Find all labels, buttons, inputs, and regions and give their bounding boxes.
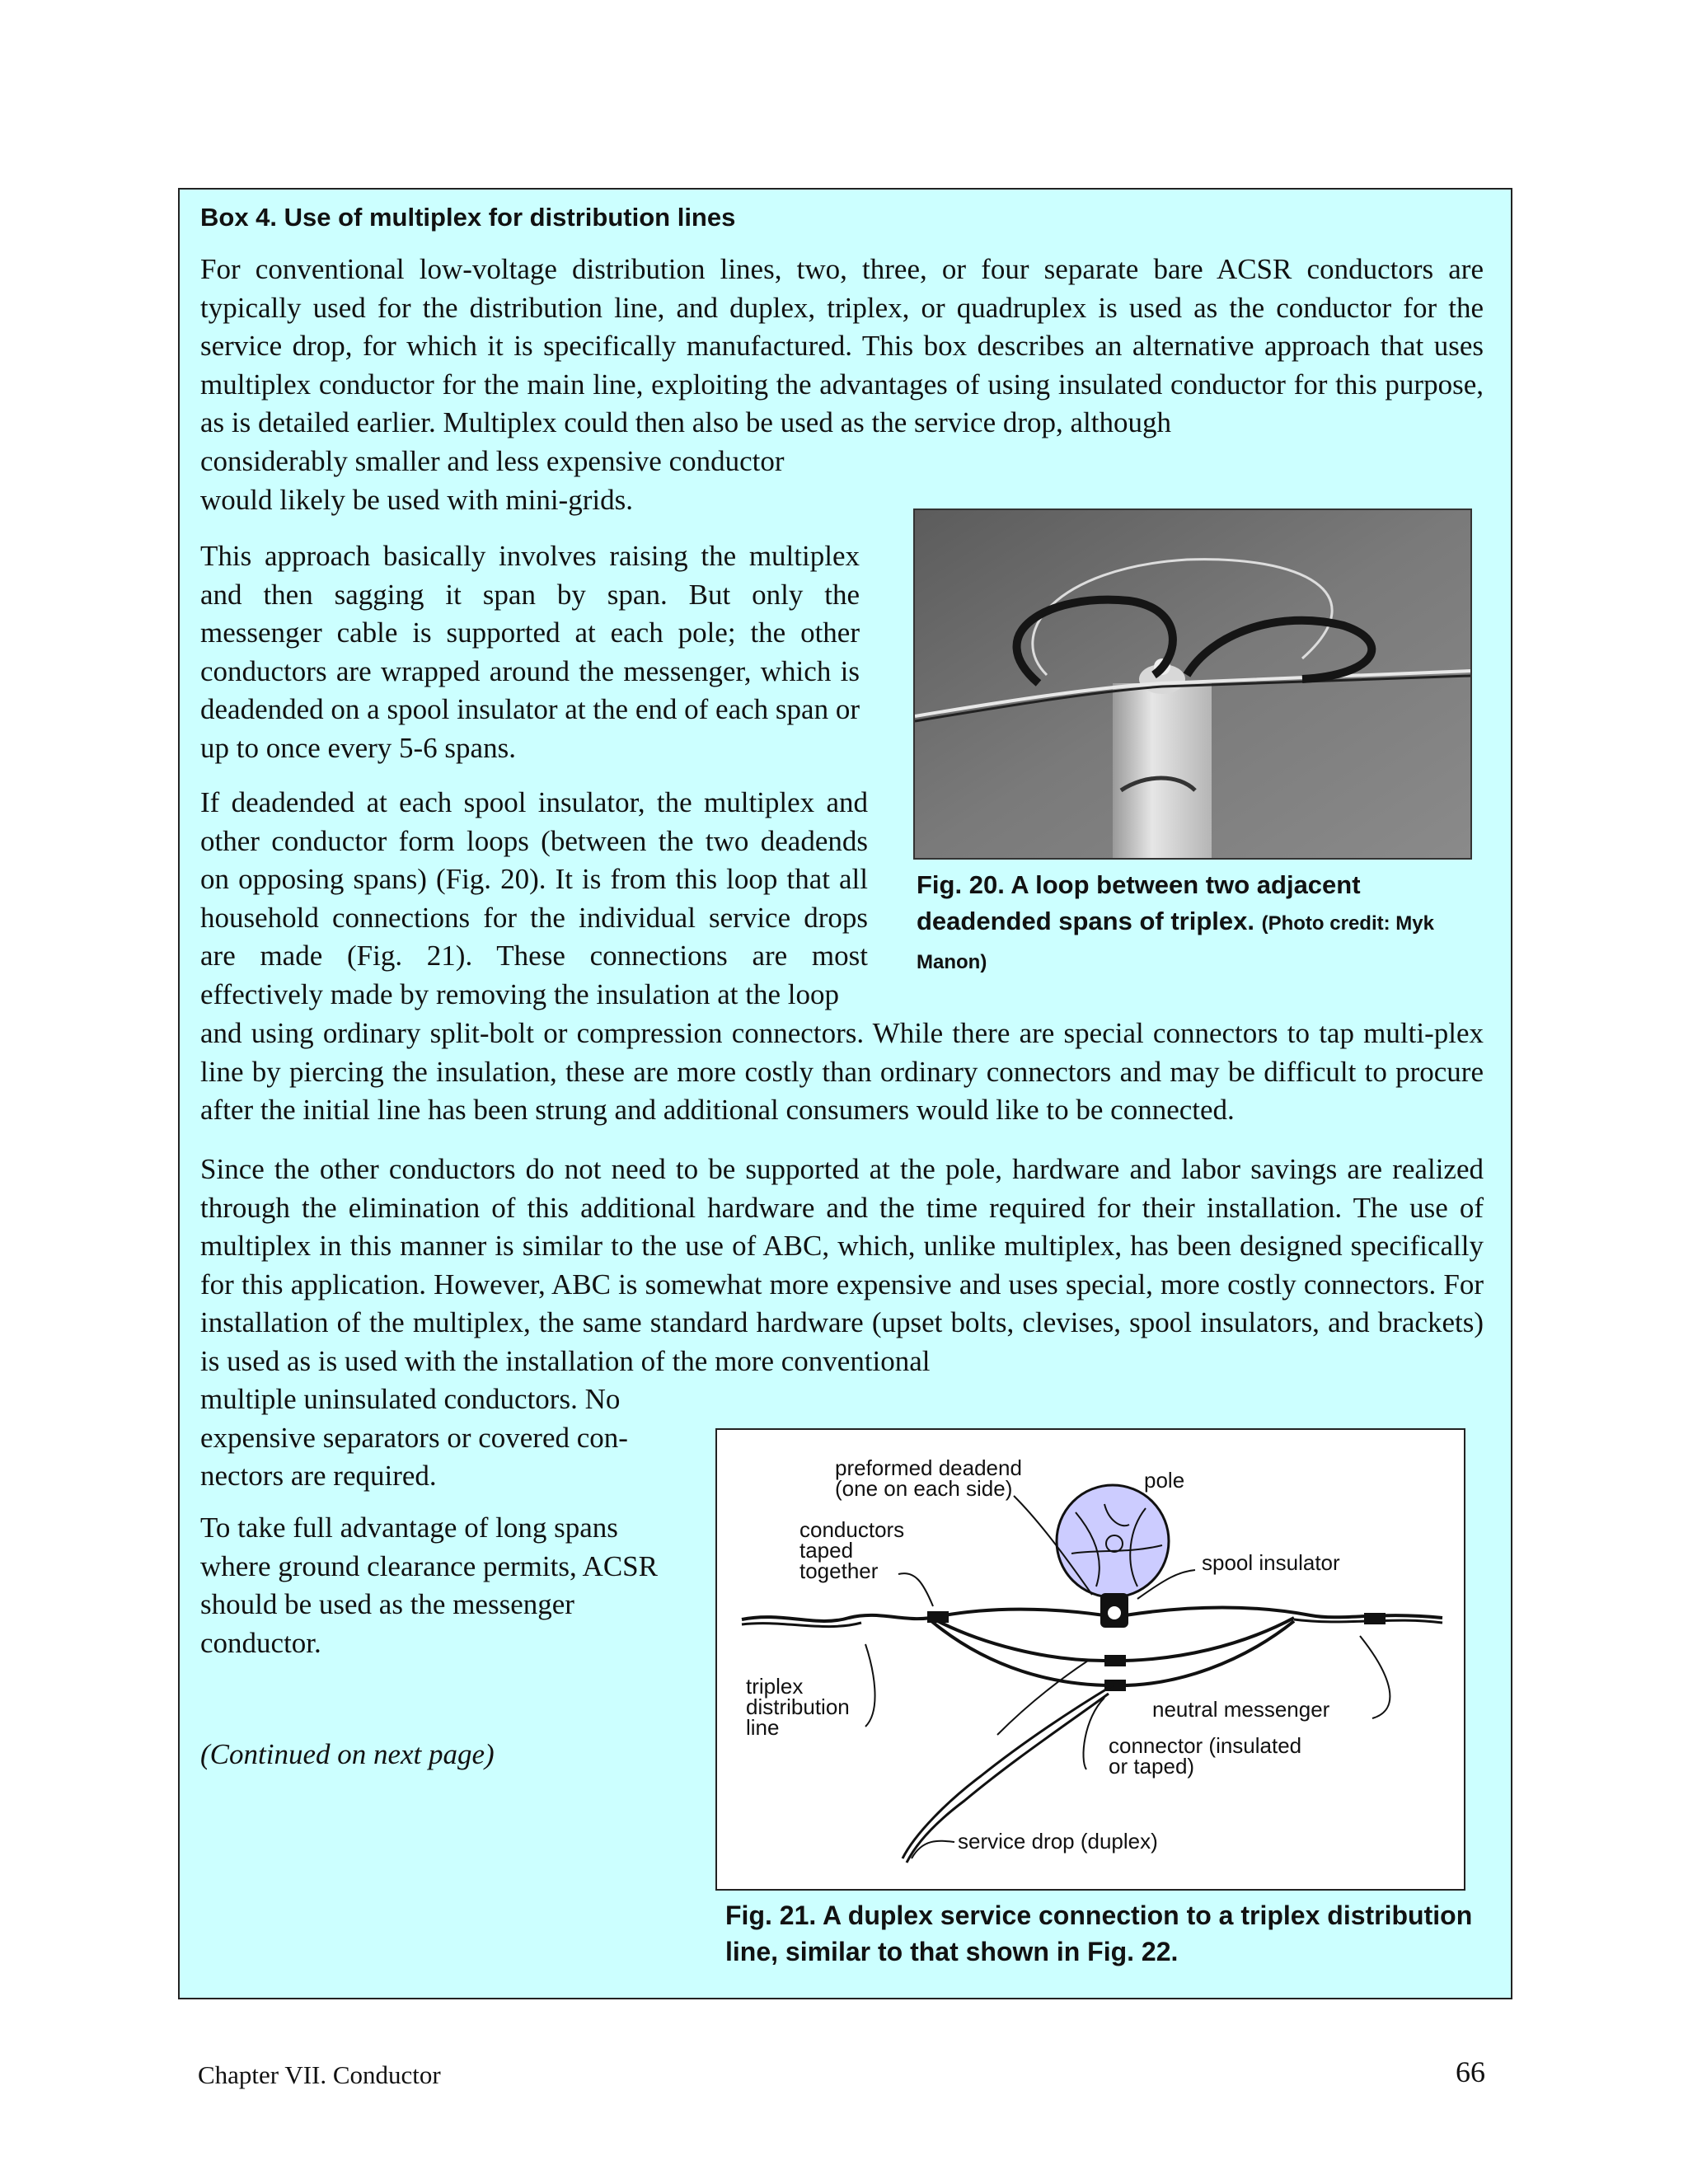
label-triplex-2: distribution bbox=[746, 1694, 850, 1719]
label-connector-2: or taped) bbox=[1109, 1754, 1195, 1779]
label-preformed-2: (one on each side) bbox=[835, 1476, 1013, 1501]
paragraph-4-narrow: multiple uninsulated conductors. No expensive separators or covered con-nectors are required. bbox=[200, 1383, 628, 1492]
spool-insulator-shape bbox=[1100, 1593, 1128, 1628]
label-spool-insulator: spool insulator bbox=[1202, 1550, 1340, 1575]
box-title: Box 4. Use of multiplex for distribution lines bbox=[200, 203, 736, 232]
paragraph-4-full: Since the other conductors do not need to be supported at the pole, hardware and labor savings are realized through the elimination of this additional hardware and the time required for their installation. The use of multiplex in this manner is similar to the use of ABC, which, unlike multiplex, has been designed specifically for this application. However, ABC is somewhat more expensive and uses special, more costly connectors. For installation of the multiplex, the same standard hardware (upset bolts, clevises, spool insulators, and brackets) is used as is used with the installation of the more conventional bbox=[200, 1153, 1484, 1377]
label-conductors-2: taped bbox=[799, 1538, 854, 1563]
paragraph-3-narrow: If deadended at each spool insulator, the multiplex and other conductor form loops (between the two deadends on opposing spans) (Fig. 20). It is from this loop that all household connections for the individual service drops are made (Fig. 21). These connections are most effectively made by removing the insulation at the loop bbox=[200, 786, 868, 1010]
label-triplex-3: line bbox=[746, 1715, 780, 1740]
label-conductors-1: conductors bbox=[799, 1517, 905, 1542]
continued-note: (Continued on next page) bbox=[200, 1738, 495, 1770]
label-triplex-1: triplex bbox=[746, 1674, 804, 1699]
paragraph-2: This approach basically involves raising the multiplex and then sagging it span by span. But only the messenger cable is supported at each pole; the other conductors are wrapped around the messenger, which is deadended on a spool insulator at the end of each span or up to once every 5-6 spans. bbox=[200, 540, 860, 764]
label-conductors-3: together bbox=[799, 1558, 879, 1583]
fig-20-credit: (Photo credit: Myk Manon) bbox=[917, 912, 1434, 973]
fig-20-caption bbox=[917, 867, 1477, 981]
fig-21-diagram bbox=[715, 1428, 1465, 1891]
paragraph-5: To take full advantage of long spans where ground clearance permits, ACSR should be used as the messenger conductor. bbox=[200, 1511, 658, 1659]
pole-cross-section bbox=[1057, 1485, 1169, 1597]
paragraph-1-full: For conventional low-voltage distribution lines, two, three, or four separate bare ACSR conductors are typically used for the distribution line, and duplex, triplex, or quadruplex is used as the conductor for the service drop, for which it is specifically manufactured. This box describes an alternative approach that uses multiplex conductor for the main line, exploiting the advantages of using insulated conductor for this purpose, as is detailed earlier. Multiplex could then also be used as the service drop, although bbox=[200, 253, 1484, 438]
fig-20-photo bbox=[913, 509, 1472, 860]
label-preformed-1: preformed deadend bbox=[835, 1455, 1022, 1480]
label-service-drop: service drop (duplex) bbox=[958, 1829, 1158, 1854]
paragraph-3-full: and using ordinary split-bolt or compression connectors. While there are special connectors to tap multi-plex line by piercing the insulation, these are more costly than ordinary connectors and may be difficult to procure after the initial line has been strung and additional consumers would like to be connected. bbox=[200, 1017, 1484, 1126]
page-number: 66 bbox=[1456, 2055, 1485, 2088]
label-pole: pole bbox=[1144, 1468, 1185, 1493]
fig-20-caption-text: Fig. 20. A loop between two adjacent deadended spans of triplex. bbox=[917, 870, 1361, 935]
label-connector-1: connector (insulated bbox=[1109, 1733, 1302, 1758]
fig-21-caption: Fig. 21. A duplex service connection to a triplex distribution line, similar to that shown in Fig. 22. bbox=[725, 1900, 1473, 1966]
footer-chapter: Chapter VII. Conductor bbox=[198, 2060, 441, 2089]
paragraph-1-narrow: considerably smaller and less expensive conductor would likely be used with mini-grids. bbox=[200, 445, 785, 516]
label-neutral-messenger: neutral messenger bbox=[1152, 1697, 1330, 1722]
